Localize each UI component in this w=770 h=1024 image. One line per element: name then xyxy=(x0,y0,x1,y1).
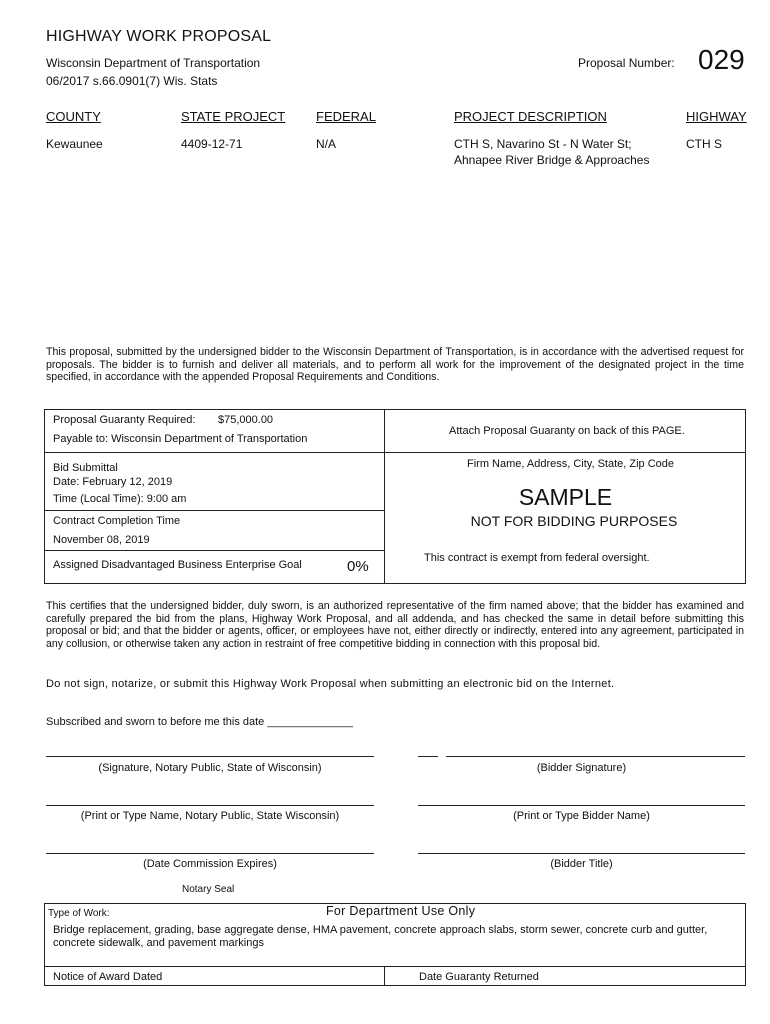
state-project-value: 4409-12-71 xyxy=(181,137,243,151)
state-project-header: STATE PROJECT xyxy=(181,109,286,124)
department-name: Wisconsin Department of Transportation xyxy=(46,56,261,70)
notary-name-line xyxy=(46,805,374,806)
form-reference: 06/2017 s.66.0901(7) Wis. Stats xyxy=(46,74,218,88)
department-use-row-line xyxy=(44,966,746,967)
certification-paragraph: This certifies that the undersigned bidder, duly sworn, is an authorized representative of the firm named above; that the bidder has examined and carefully prepared the bid from the plans, Highway Work Proposal, and all addenda, and has checked the same in detail before submitting this proposal or bid; and that the bidder or agents, officer, or employees have not, either directly or indirectly, entered into any agreement, participated in any collusion, or otherwise taken any action in restraint of free competitive bidding in connection with this proposal bid. xyxy=(46,600,744,650)
sample-watermark: SAMPLE xyxy=(518,484,613,510)
federal-exempt-note: This contract is exempt from federal oversight. xyxy=(424,552,650,564)
intro-paragraph: This proposal, submitted by the undersigned bidder to the Wisconsin Department of Transportation, is in accordance with the advertised request for proposals. The bidder is to furnish and deliver all materials, and to perform all work for the improvement of the designated project in the time specified, in accordance with the appended Proposal Requirements and Conditions. xyxy=(46,346,744,383)
project-description-line1: CTH S, Navarino St - N Water St; xyxy=(454,137,632,151)
firm-info-label: Firm Name, Address, City, State, Zip Code xyxy=(467,458,675,470)
bidder-name-label: (Print or Type Bidder Name) xyxy=(513,810,650,822)
project-description-line2: Ahnapee River Bridge & Approaches xyxy=(454,153,650,167)
dbe-goal-value: 0% xyxy=(347,558,369,575)
bid-submittal-label: Bid Submittal xyxy=(53,462,118,474)
attach-guaranty-note: Attach Proposal Guaranty on back of this PAGE. xyxy=(449,425,685,437)
federal-header: FEDERAL xyxy=(316,109,376,124)
bidder-title-line xyxy=(418,853,745,854)
bidder-signature-label: (Bidder Signature) xyxy=(536,762,627,774)
notary-name-label: (Print or Type Name, Notary Public, State Wisconsin) xyxy=(80,810,340,822)
county-value: Kewaunee xyxy=(46,137,103,151)
proposal-number: 029 xyxy=(698,44,745,75)
bid-info-row-line xyxy=(44,550,385,551)
department-use-heading: For Department Use Only xyxy=(326,904,476,918)
bidder-title-label: (Bidder Title) xyxy=(550,858,613,870)
dbe-goal-label: Assigned Disadvantaged Business Enterprise Goal xyxy=(53,559,302,571)
proposal-number-label: Proposal Number: xyxy=(578,56,675,70)
federal-value: N/A xyxy=(316,137,337,151)
not-for-bidding-text: NOT FOR BIDDING PURPOSES xyxy=(470,513,678,529)
completion-label: Contract Completion Time xyxy=(53,515,181,527)
department-use-divider xyxy=(384,966,385,986)
bid-info-row-line xyxy=(44,452,746,453)
bidder-signature-line-short xyxy=(418,756,438,757)
notice-of-award-label: Notice of Award Dated xyxy=(53,971,163,983)
project-description-header: PROJECT DESCRIPTION xyxy=(454,109,607,124)
bid-submittal-date: Date: February 12, 2019 xyxy=(53,476,173,488)
guaranty-payable-to: Payable to: Wisconsin Department of Transportation xyxy=(53,433,308,445)
date-guaranty-returned-label: Date Guaranty Returned xyxy=(419,971,539,983)
bidder-name-line xyxy=(418,805,745,806)
sworn-statement: Subscribed and sworn to before me this date ______________ xyxy=(46,716,353,728)
completion-date: November 08, 2019 xyxy=(53,534,150,546)
bidder-signature-line xyxy=(446,756,745,757)
type-of-work-value: Bridge replacement, grading, base aggregate dense, HMA pavement, concrete approach slabs, storm sewer, concrete curb and gutter, concrete sidewalk, and pavement markings xyxy=(53,924,708,949)
type-of-work-label: Type of Work: xyxy=(48,908,110,919)
bid-submittal-time: Time (Local Time): 9:00 am xyxy=(53,493,187,505)
notary-signature-label: (Signature, Notary Public, State of Wisconsin) xyxy=(98,762,322,774)
document-title: HIGHWAY WORK PROPOSAL xyxy=(46,28,272,45)
notary-seal-label: Notary Seal xyxy=(182,884,235,895)
highway-value: CTH S xyxy=(686,137,722,151)
highway-header: HIGHWAY xyxy=(686,109,747,124)
guaranty-amount: $75,000.00 xyxy=(218,414,274,426)
guaranty-required-label: Proposal Guaranty Required: xyxy=(53,414,196,426)
county-header: COUNTY xyxy=(46,109,101,124)
commission-expires-label: (Date Commission Expires) xyxy=(143,858,277,870)
electronic-bid-notice: Do not sign, notarize, or submit this Highway Work Proposal when submitting an electronic bid on the Internet. xyxy=(46,678,615,690)
bid-info-row-line xyxy=(44,510,385,511)
notary-signature-line xyxy=(46,756,374,757)
commission-expires-line xyxy=(46,853,374,854)
